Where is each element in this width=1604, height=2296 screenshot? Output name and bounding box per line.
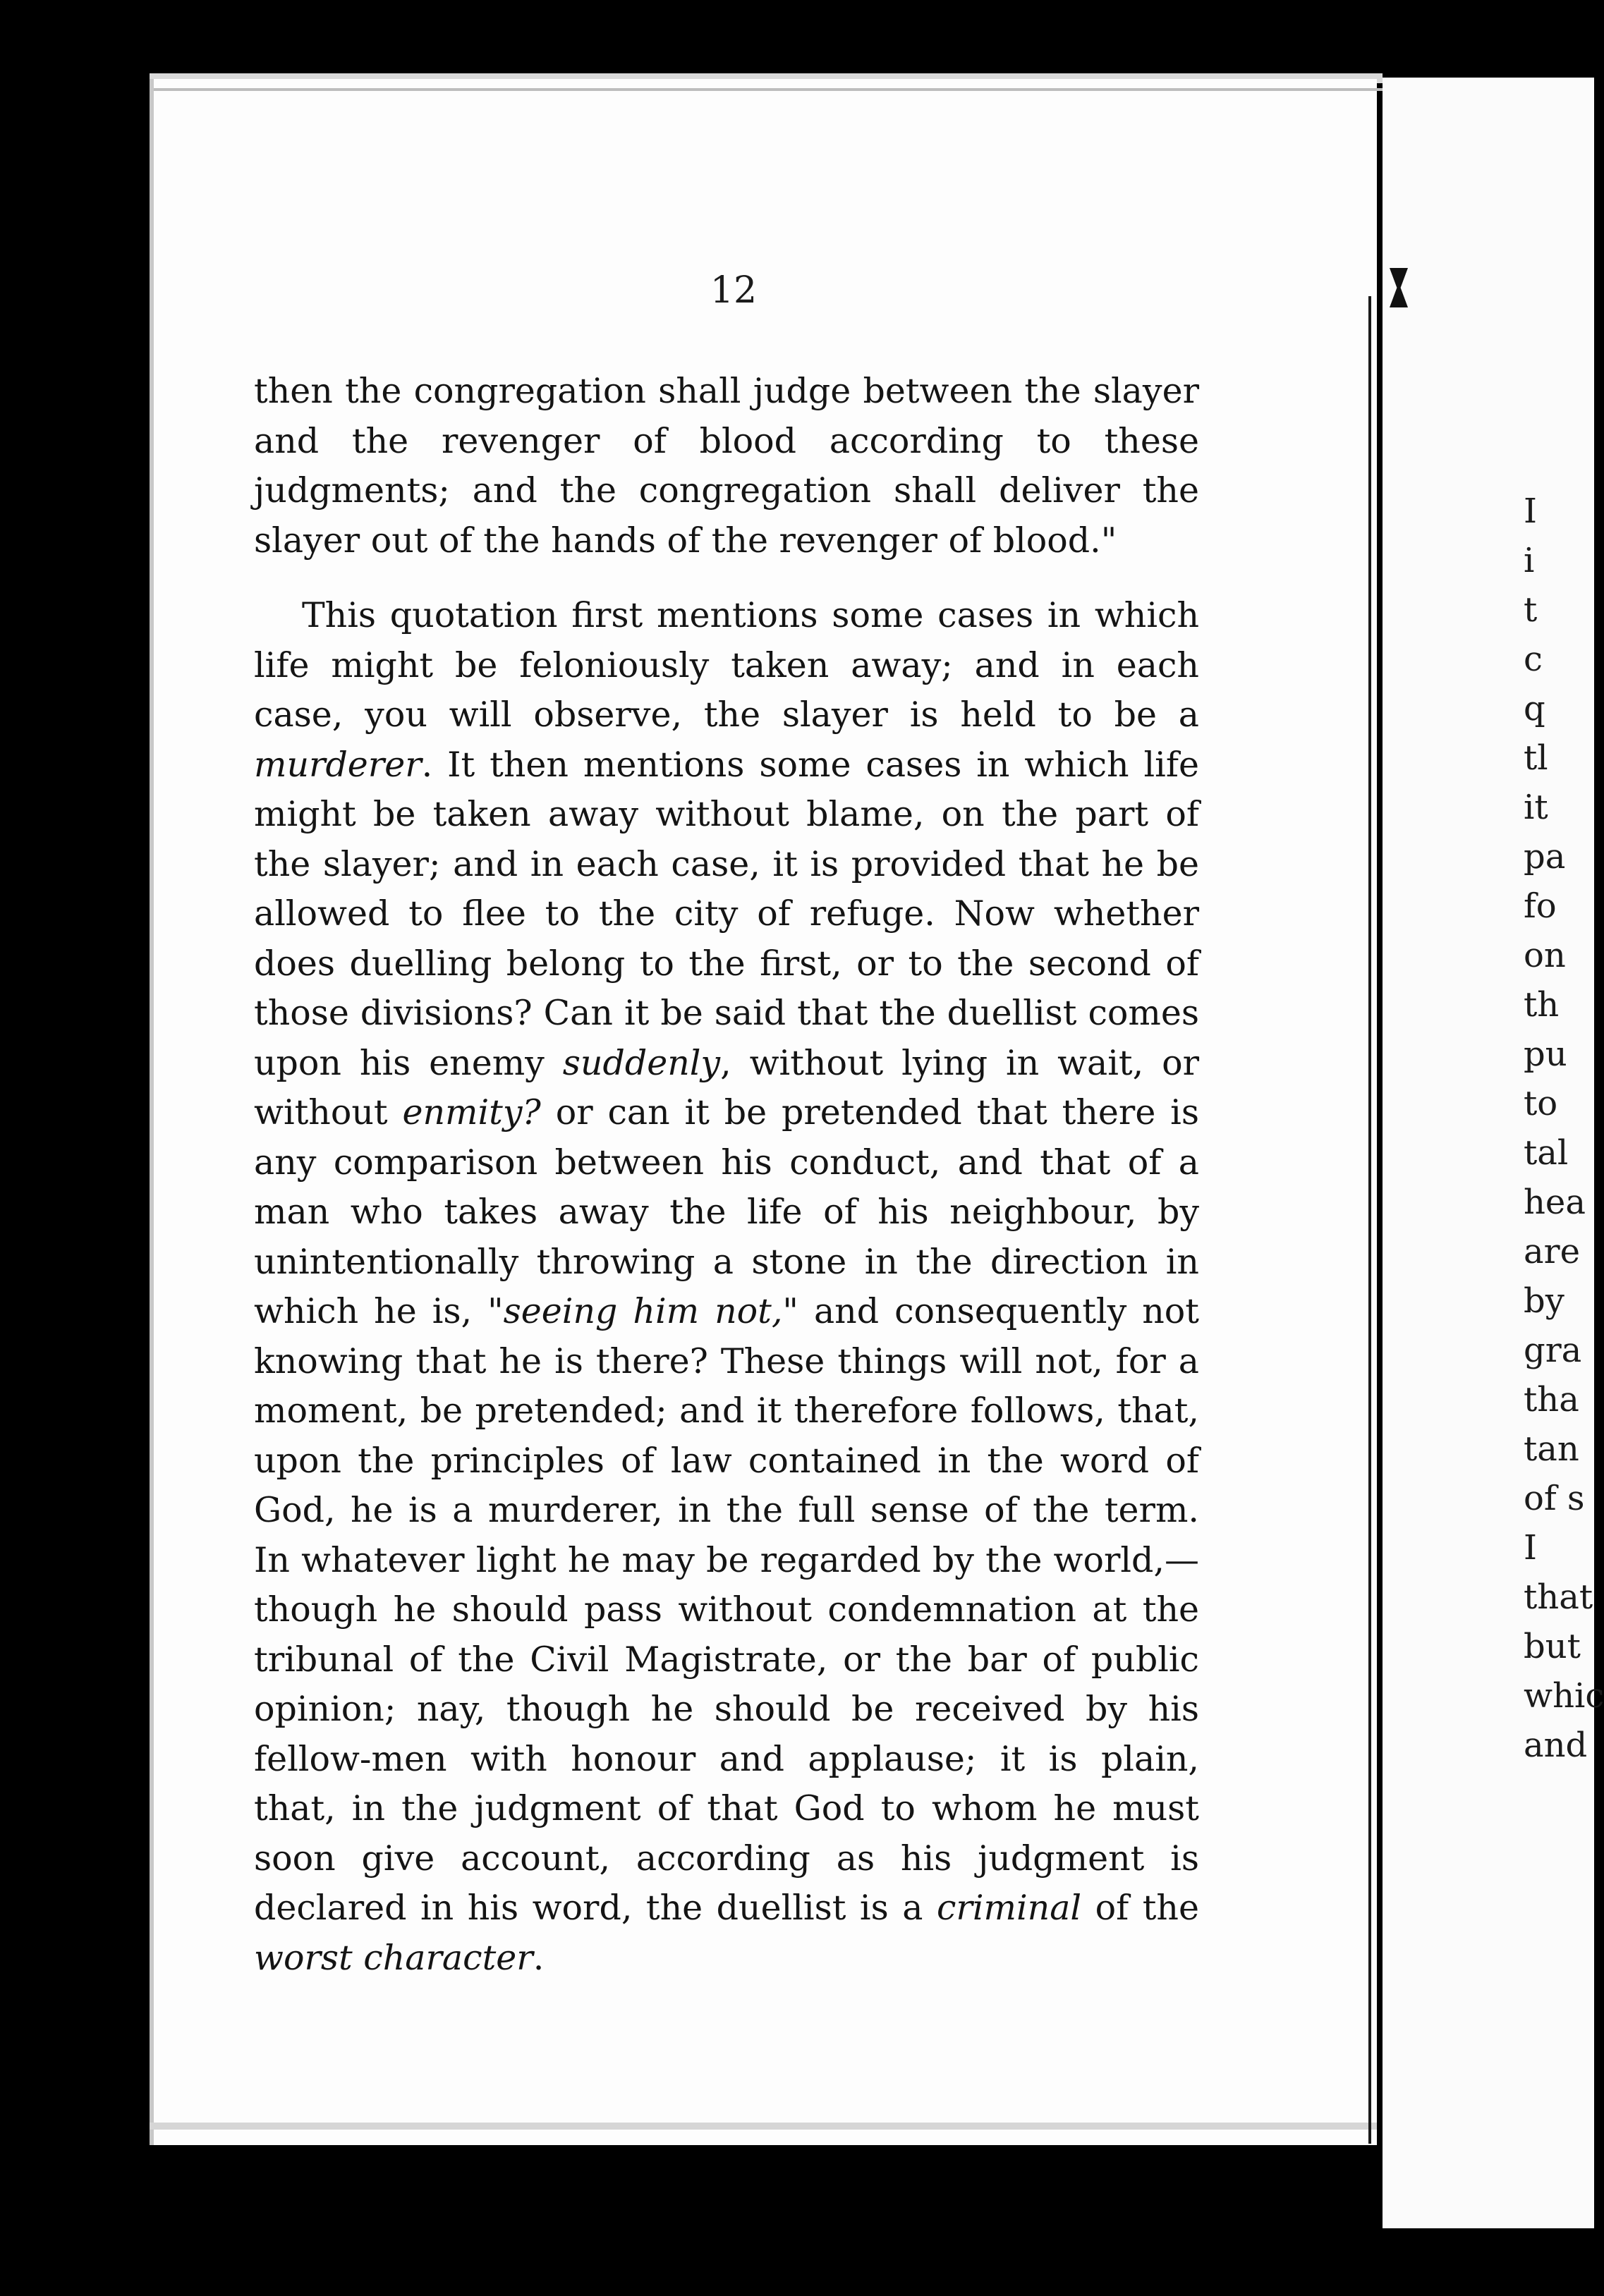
italic-text: suddenly xyxy=(562,1042,721,1083)
italic-text: murderer xyxy=(254,744,422,785)
facing-page-fragment: tan xyxy=(1524,1429,1579,1469)
facing-page-fragment: whic xyxy=(1524,1676,1604,1716)
text-run: or can it be pretended that there is any comparison between his conduct, and that of a man who takes away the life of his neighbour, by unintentionally throwing a stone in the direction in which he is, " xyxy=(254,1092,1199,1331)
facing-page-fragment: tha xyxy=(1524,1380,1579,1419)
page-bottom-edge xyxy=(150,2123,1377,2130)
italic-text: enmity? xyxy=(402,1092,541,1132)
facing-page-text-fragments xyxy=(1524,487,1604,1770)
body-text xyxy=(254,367,1199,1983)
page-number: 12 xyxy=(710,269,758,312)
italic-text: criminal xyxy=(936,1888,1082,1928)
facing-page-fragment: but xyxy=(1524,1627,1581,1666)
facing-page-fragment: it xyxy=(1524,788,1548,827)
text-run: of the xyxy=(1081,1888,1199,1928)
page-top-edge-line xyxy=(150,88,1383,91)
text-run: then the congregation shall judge between the slayer and the revenger of blood according to these judgments; and the congregation shall deliver the slayer out of the hands of the revenger of blood." xyxy=(254,371,1199,561)
text-run: This quotation first mentions some cases in which life might be feloniously taken away; and in each case, you will observe, the slayer is held to be a xyxy=(254,595,1199,735)
facing-page-fragment: pu xyxy=(1524,1034,1567,1074)
facing-page-fragment: to xyxy=(1524,1084,1558,1123)
text-run: . It then mentions some cases in which life might be taken away without blame, on the part of the slayer; and in each case, it is provided that he be allowed to flee to the city of refuge. Now whether does duelling belong to the first, or to the second of those divisions? Can it be said that the duellist comes upon his enemy xyxy=(254,744,1199,1083)
facing-page-fragment: tal xyxy=(1524,1133,1569,1173)
facing-page-fragment: i xyxy=(1524,541,1535,580)
facing-page-fragment: that xyxy=(1524,1577,1593,1617)
page-left-edge xyxy=(150,79,154,2145)
facing-page-fragment: are xyxy=(1524,1232,1580,1271)
facing-page-fragment: I xyxy=(1524,491,1537,531)
facing-page-fragment: pa xyxy=(1524,837,1566,877)
paragraph xyxy=(254,367,1199,566)
text-run: , without lying in wait, or without xyxy=(254,1042,1199,1132)
facing-page-fragment: and xyxy=(1524,1726,1588,1765)
text-run: . xyxy=(533,1937,545,1978)
facing-page-fragment: I xyxy=(1524,1528,1537,1568)
facing-page-fragment: gra xyxy=(1524,1331,1582,1370)
book-gutter xyxy=(1368,296,1371,2144)
facing-page-fragment: by xyxy=(1524,1281,1564,1321)
italic-text: seeing him not, xyxy=(503,1291,783,1331)
italic-text: worst character xyxy=(254,1937,533,1978)
paragraph xyxy=(254,591,1199,1983)
facing-page-fragment: th xyxy=(1524,985,1560,1025)
facing-page-fragment: tl xyxy=(1524,738,1548,778)
facing-page-fragment: fo xyxy=(1524,886,1557,926)
facing-page-fragment: on xyxy=(1524,936,1566,975)
facing-page-fragment: t xyxy=(1524,590,1538,630)
facing-page-fragment: hea xyxy=(1524,1183,1586,1222)
facing-page-fragment: c xyxy=(1524,640,1543,679)
facing-page-fragment: of s xyxy=(1524,1479,1585,1518)
facing-page-fragment: q xyxy=(1524,689,1545,728)
text-run: " and consequently not knowing that he is there? These things will not, for a moment, be pretended; and it therefore follows, that, upon the principles of law contained in the word of God, he is a murderer, in the full sense of the term. In whatever light he may be regarded by the world,—though he should pass without condemnation at the tribunal of the Civil Magistrate, or the bar of public opinion; nay, though he should be received by his fellow-men with honour and applause; it is plain, that, in the judgment of that God to whom he must soon give account, according as his judgment is declared in his word, the duellist is a xyxy=(254,1291,1199,1928)
